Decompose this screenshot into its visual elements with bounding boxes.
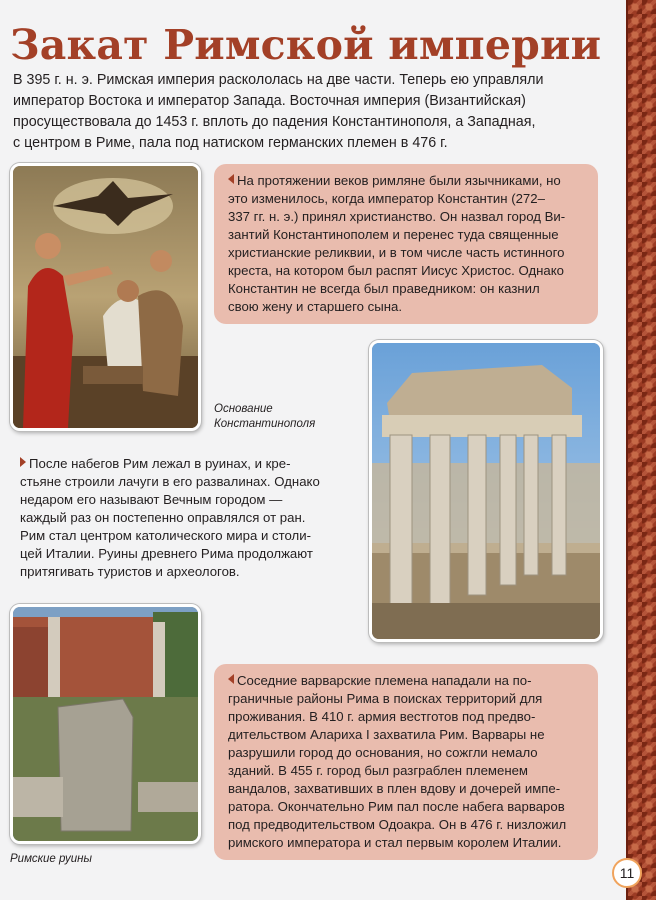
columns-image	[372, 343, 600, 639]
callout-barbarians: Соседние варварские племена нападали на по- граничные районы Рима в поисках территорий для проживания. В 410 г. армия вестготов под предво- дительством Алариха I захватила Рим. Варвары не разрушили город до основания, но сожгли немало зданий. В 455 г. город был разграблен племенем вандалов, захвативших в плен вдову и дочерей импе- ратора. Окончательно Рим пал после набега варваров под предводительством Одоакра. Он в 476 г. низложил римского императора и стал первым королем Италии.	[214, 664, 598, 860]
pointer-right-icon	[20, 457, 26, 467]
callout-constantine: На протяжении веков римляне были язычниками, но это изменилось, когда император Константин (272– 337 гг. н. э.) принял христианство. Он назвал город Ви- зантий Константинополем и перенес туда священные христианские реликвии, и в том числе часть истинного креста, на котором был распят Иисус Христос. Однако Константин не всегда был праведником: он казнил свою жену и старшего сына.	[214, 164, 598, 324]
intro-line: император Востока и император Запада. Восточная империя (Византийская)	[13, 93, 526, 109]
ruins-image	[13, 607, 198, 841]
painting-image	[13, 166, 198, 428]
page-number: 11	[612, 858, 642, 888]
intro-line: В 395 г. н. э. Римская империя раскололась на две части. Теперь ею управляли	[13, 72, 544, 88]
photo-roman-ruins	[10, 604, 201, 844]
intro-paragraph	[13, 70, 573, 154]
intro-line: с центром в Риме, пала под натиском германских племен в 476 г.	[13, 135, 448, 151]
decorative-border	[626, 0, 656, 900]
painting-founding-constantinople	[10, 163, 201, 431]
caption-painting: Основание Константинополя	[214, 403, 316, 430]
pointer-left-icon	[228, 174, 234, 184]
intro-line: просуществовала до 1453 г. вплоть до падения Константинополя, а Западная,	[13, 114, 536, 130]
page-title: Закат Римской империи	[10, 21, 602, 69]
pointer-left-icon	[228, 674, 234, 684]
photo-roman-forum-columns	[369, 340, 603, 642]
caption-ruins: Римские руины	[10, 853, 92, 865]
eternal-city-paragraph: После набегов Рим лежал в руинах, и кре- стьяне строили лачуги в его развалинах. Однако недаром его называют Вечным городом — каждый раз он постепенно оправлялся от ран. Рим стал центром католического мира и столи- цей Италии. Руины древнего Рима продолжают притягивать туристов и археологов.	[20, 456, 320, 579]
